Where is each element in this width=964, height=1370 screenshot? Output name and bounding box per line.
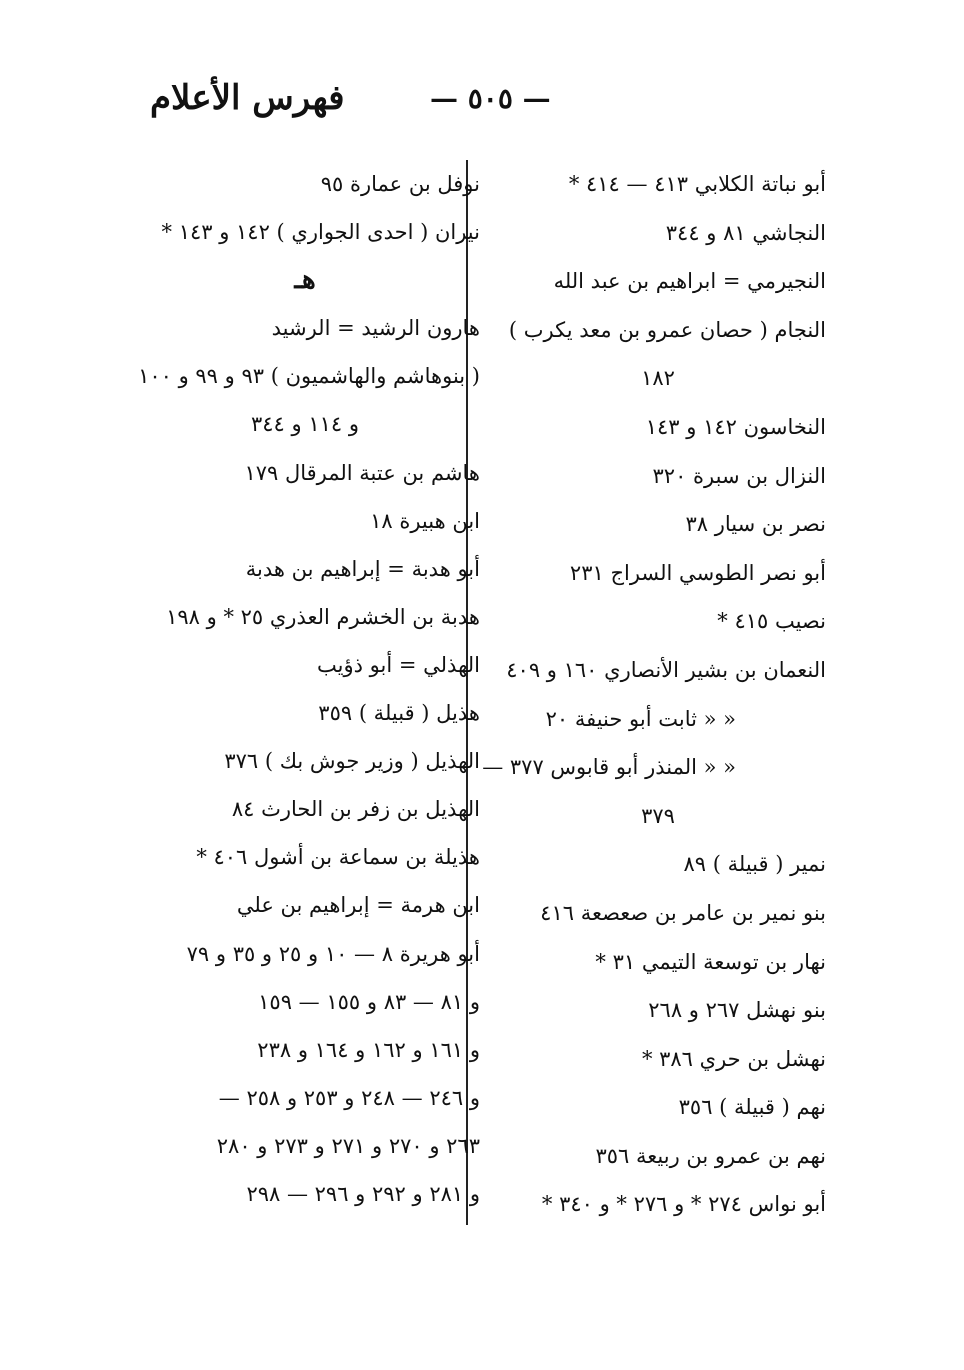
- index-entry: « « المنذر أبو قابوس ٣٧٧ —: [482, 755, 736, 780]
- index-entry: النجام ( حصان عمرو بن معد يكرب ): [508, 317, 826, 342]
- index-entry: النجاشي ٨١ و ٣٤٤: [665, 220, 826, 245]
- index-entry: هاشم بن عتبة المرقال ١٧٩: [244, 460, 480, 485]
- index-entry: ٣٧٩: [641, 803, 675, 828]
- index-entry: ٢٦٣ و ٢٧٠ و ٢٧١ و ٢٧٣ و ٢٨٠: [216, 1133, 480, 1158]
- index-entry: النخاسون ١٤٢ و ١٤٣: [645, 414, 826, 439]
- page-number: — ٥٠٥ —: [430, 82, 551, 115]
- index-entry: أبو نباتة الكلابي ٤١٣ — ٤١٤ *: [568, 172, 826, 196]
- index-entry: بنو نمير بن عامر بن صعصعة ٤١٦: [540, 900, 826, 925]
- index-entry: نيران ( احدى الجواري ) ١٤٢ و ١٤٣ *: [161, 220, 480, 245]
- index-entry: نوفل بن عمارة ٩٥: [320, 172, 480, 196]
- index-entry: نصيب ٤١٥ *: [717, 609, 826, 634]
- index-entry: بنو نهشل ٢٦٧ و ٢٦٨: [648, 998, 826, 1023]
- index-entry: نهم ( قبيلة ) ٣٥٦: [678, 1095, 826, 1120]
- index-entry: أبو نواس ٢٧٤ * و ٢٧٦ * و ٣٤٠ *: [541, 1192, 826, 1217]
- index-entry: نهشل بن حري ٣٨٦ *: [641, 1046, 826, 1071]
- index-entry: هـ: [294, 265, 316, 296]
- index-entry: النزال بن سبرة ٣٢٠: [652, 463, 826, 488]
- index-entry: و ١١٤ و ٣٤٤: [250, 412, 359, 437]
- right-index-column: [482, 160, 826, 1229]
- index-entry: هذيلة بن سماعة بن أشول ٤٠٦ *: [196, 845, 480, 870]
- index-entry: و ١٦١ و ١٦٢ و ١٦٤ و ٢٣٨: [257, 1037, 480, 1062]
- index-entry: الهذلي = أبو ذؤيب: [317, 652, 480, 677]
- index-entry: هارون الرشيد = الرشيد: [271, 316, 480, 341]
- index-entry: ابن هرمة = إبراهيم بن علي: [236, 893, 480, 918]
- index-entry: هذيل ( قبيلة ) ٣٥٩: [318, 701, 480, 726]
- index-entry: الهذيل بن زفر بن الحارث ٨٤: [231, 797, 480, 822]
- index-entry: و ٢٨١ و ٢٩٢ و ٢٩٦ — ٢٩٨: [246, 1181, 480, 1206]
- index-entry: « « ثابت أبو حنيفة ٢٠: [545, 706, 736, 731]
- index-entry: هدبة بن الخشرم العذري ٢٥ * و ١٩٨: [166, 604, 480, 629]
- index-entry: الهذيل ( وزير جوش بك ) ٣٧٦: [224, 749, 480, 774]
- index-entry: و ٨١ — ٨٣ و ١٥٥ — ١٥٩: [258, 989, 480, 1014]
- index-entry: أبو هريرة ٨ — ١٠ و ٢٥ و ٣٥ و ٧٩: [186, 941, 480, 966]
- index-entry: النعمان بن بشير الأنصاري ١٦٠ و ٤٠٩: [506, 657, 826, 682]
- index-entry: نهار بن توسعة التيمي ٣١ *: [595, 949, 826, 974]
- index-entry: ١٨٢: [641, 366, 675, 391]
- index-entry: أبو هدبة = إبراهيم بن هدبة: [245, 556, 480, 581]
- index-entry: نمير ( قبيلة ) ٨٩: [683, 852, 826, 877]
- index-entry: ( بنوهاشم والهاشميون ) ٩٣ و ٩٩ و ١٠٠: [138, 364, 480, 389]
- page-header-title: فهرس الأعلام: [150, 78, 345, 118]
- index-entry: ابن هبيرة ١٨: [370, 508, 480, 533]
- index-entry: نصر بن سيار ٣٨: [685, 512, 826, 537]
- index-entry: النجيرمي = ابراهيم بن عبد الله: [553, 269, 826, 294]
- index-entry: نهم بن عمرو بن ربيعة ٣٥٦: [595, 1143, 826, 1168]
- index-entry: و ٢٤٦ — ٢٤٨ و ٢٥٣ و ٢٥٨ —: [218, 1085, 480, 1110]
- left-index-column: [130, 160, 480, 1218]
- index-entry: أبو نصر الطوسي السراج ٢٣١: [569, 560, 826, 585]
